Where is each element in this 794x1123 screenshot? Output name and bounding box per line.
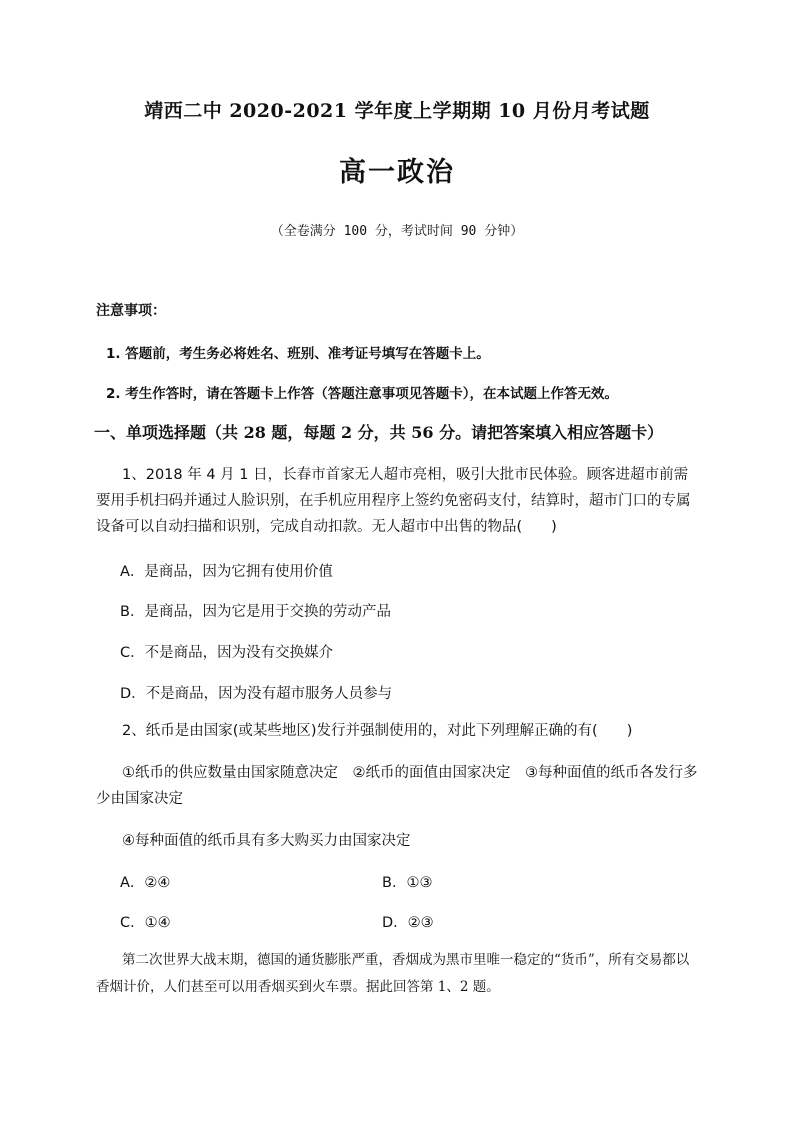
question-1-stem: 1、2018 年 4 月 1 日，长春市首家无人超市亮相，吸引大批市民体验。顾客进超市前需要用手机扫码并通过人脸识别，在手机应用程序上签约免密码支付，结算时，超市门口的专属设备可以自动扫描和识别，完成自动扣款。无人超市中出售的物品( ) [96, 467, 691, 535]
exam-title: 靖西二中 2020-2021 学年度上学期期 10 月份月考试题 [144, 100, 650, 122]
question-2-statements: ①纸币的供应数量由国家随意决定 ②纸币的面值由国家决定 ③每种面值的纸币各发行多少由国家决定 [96, 765, 698, 807]
notice-item: 1. 答题前，考生务必将姓名、班别、准考证号填写在答题卡上。 [106, 346, 490, 362]
section-heading: 一、单项选择题（共 28 题，每题 2 分，共 56 分。请把答案填入相应答题卡） [94, 423, 664, 442]
question-2-stem: 2、纸币是由国家(或某些地区)发行并强制使用的，对此下列理解正确的有( ) [122, 723, 633, 739]
question-2-option-b: B．①③ [382, 875, 433, 891]
question-1-option-d: D．不是商品，因为没有超市服务人员参与 [120, 686, 393, 702]
question-1-option-b: B．是商品，因为它是用于交换的劳动产品 [120, 604, 391, 620]
subject-title: 高一政治 [339, 157, 455, 188]
notice-title: 注意事项： [96, 303, 166, 319]
question-1-option-a: A．是商品，因为它拥有使用价值 [120, 564, 333, 580]
question-2-statement-4: ④每种面值的纸币具有多大购买力由国家决定 [122, 833, 411, 849]
exam-info: （全卷满分 100 分，考试时间 90 分钟） [270, 224, 524, 239]
reading-material: 第二次世界大战末期，德国的通货膨胀严重，香烟成为黑市里唯一稳定的“货币”，所有交易都以香烟计价，人们甚至可以用香烟买到火车票。据此回答第 1、2 题。 [96, 952, 690, 995]
question-2-option-d: D．②③ [382, 915, 434, 931]
notice-item: 2. 考生作答时，请在答题卡上作答（答题注意事项见答题卡），在本试题上作答无效。 [106, 386, 618, 402]
question-1-option-c: C．不是商品，因为没有交换媒介 [120, 645, 334, 661]
question-2-option-a: A．②④ [120, 875, 171, 891]
question-2-option-c: C．①④ [120, 915, 171, 931]
